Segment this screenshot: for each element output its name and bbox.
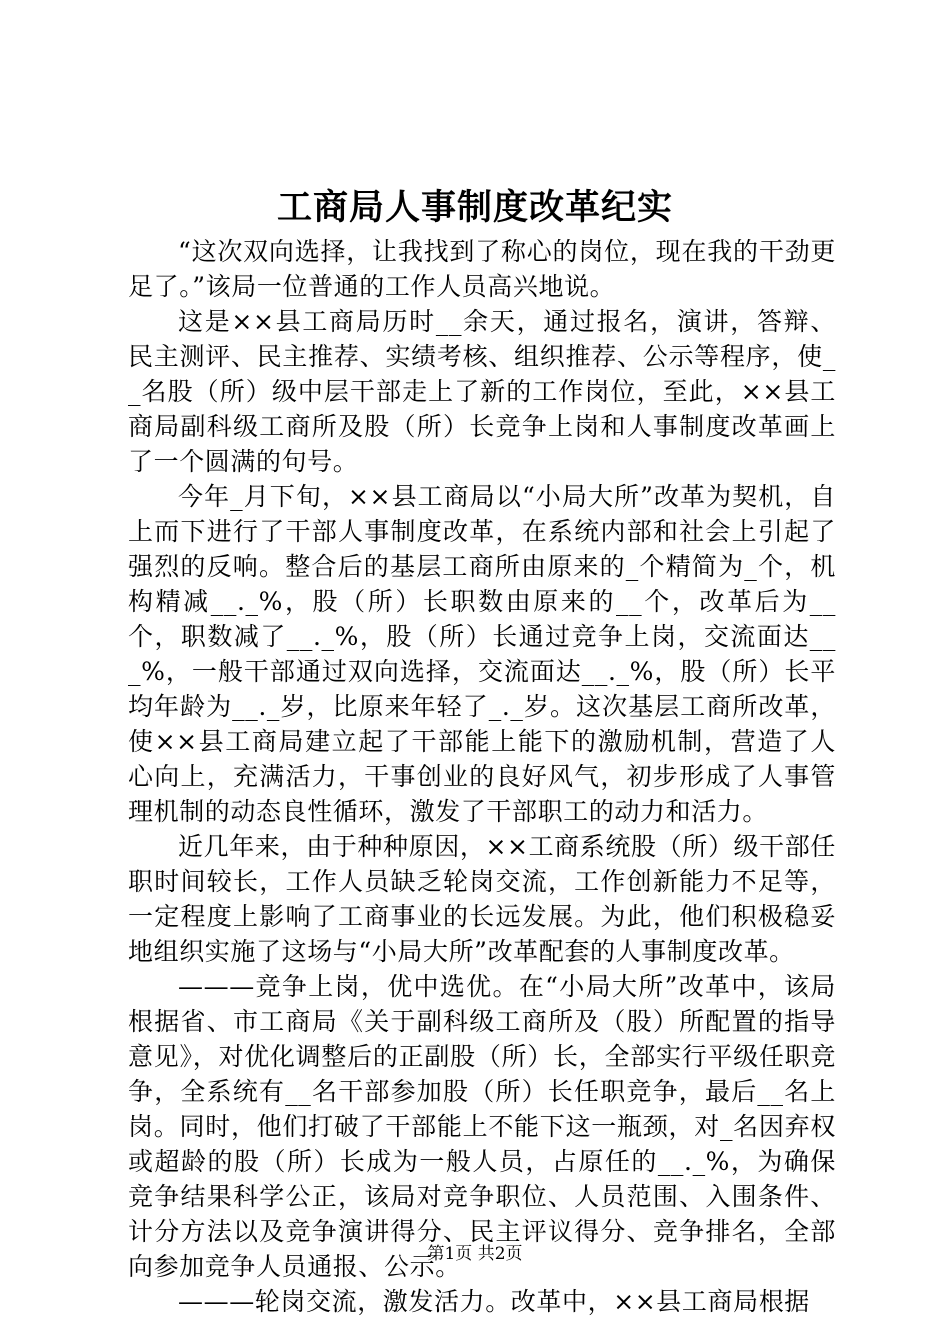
document-body: [128, 234, 836, 1319]
document-title: 工商局人事制度改革纪实: [276, 187, 673, 228]
page-footer: 第1页 共2页: [427, 1244, 523, 1264]
paragraph: ———轮岗交流，激发活力。改革中，××县工商局根据: [178, 1287, 810, 1316]
paragraph: 今年_月下旬，××县工商局以“小局大所”改革为契机，自上而下进行了干部人事制度改革，在系统内部和社会上引起了强烈的反响。整合后的基层工商所由原来的_个精简为_个，机构精减__._%，股（所）长职数由原来的__个，改革后为__个，职数减了__._%，股（所）长通过竞争上岗，交流面达___%，一般干部通过双向选择，交流面达__._%，股（所）长平均年龄为__._岁，比原来年轻了_._岁。这次基层工商所改革，使××县工商局建立起了干部能上能下的激励机制，营造了人心向上，充满活力，干事创业的良好风气，初步形成了人事管理机制的动态良性循环，激发了干部职工的动力和活力。: [128, 482, 836, 826]
paragraph: “这次双向选择，让我找到了称心的岗位，现在我的干劲更足了。”该局一位普通的工作人员高兴地说。: [128, 237, 836, 301]
paragraph: 这是××县工商局历时__余天，通过报名，演讲，答辩、民主测评、民主推荐、实绩考核、组织推荐、公示等程序，使__名股（所）级中层干部走上了新的工作岗位，至此，××县工商局副科级工商所及股（所）长竞争上岗和人事制度改革画上了一个圆满的句号。: [128, 307, 836, 476]
paragraph: 近几年来，由于种种原因，××工商系统股（所）级干部任职时间较长，工作人员缺乏轮岗交流，工作创新能力不足等，一定程度上影响了工商事业的长远发展。为此，他们积极稳妥地组织实施了这场与“小局大所”改革配套的人事制度改革。: [128, 832, 836, 966]
paragraph: ———竞争上岗，优中选优。在“小局大所”改革中，该局根据省、市工商局《关于副科级工商所及（股）所配置的指导意见》，对优化调整后的正副股（所）长，全部实行平级任职竞争，全系统有__名干部参加股（所）长任职竞争，最后__名上岗。同时，他们打破了干部能上不能下这一瓶颈，对_名因弃权或超龄的股（所）长成为一般人员，占原任的__._%，为确保竞争结果科学公正，该局对竞争职位、人员范围、入围条件、计分方法以及竞争演讲得分、民主评议得分、竞争排名，全部向参加竞争人员通报、公示。: [128, 972, 836, 1281]
